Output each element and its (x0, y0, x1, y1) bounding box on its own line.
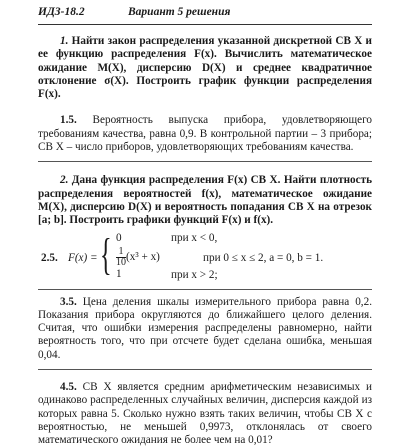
case-1-value: 0 (116, 231, 122, 244)
task-1-5-text: Вероятность выпуска прибора, удовлетворяющего требованиям качества, равна 0,9. В контрольной партии – 3 прибора; СВ X – число приборов, удовлетворяющих требованиям качества. (38, 114, 372, 154)
fraction-denominator: 10 (116, 256, 126, 268)
task-1-text: Найти закон распределения указанной дискретной СВ X и ее функцию распределения F(x). Вычислить математическое ожидание M(X), дисперсию D(X) и среднее квадратичное отклонение σ(X). Построить график функции распределения F(x). (38, 35, 372, 101)
case-2-expression: (x³ + x) (126, 250, 160, 263)
task-1-5-number: 1.5. (60, 114, 77, 127)
case-3-value: 1 (116, 267, 122, 280)
fraction-numerator: 1 (116, 247, 126, 258)
task-1-5 (38, 114, 372, 154)
case-2-condition: при 0 ≤ x ≤ 2, a = 0, b = 1. (203, 251, 324, 264)
header-rule (38, 24, 372, 25)
task-4-5 (38, 381, 372, 447)
header-variant: Вариант 5 решения (128, 6, 231, 18)
task-2-5-number: 2.5. (41, 251, 58, 264)
task-2-5-formula (38, 229, 372, 282)
page-header (38, 6, 372, 22)
task-4-5-text: СВ X является средним арифметическим независимых и одинаково распределенных случайных величин, дисперсия каждой из которых равна 5. Сколько нужно взять таких величин, чтобы СВ X с вероятностью, не меньшей 0,9973, отклонялась от своего математического ожидания не более чем на 0,01? (38, 381, 373, 447)
section-divider (38, 161, 372, 162)
task-3-5-text: Цена деления шкалы измерительного прибора равна 0,2. Показания прибора округляются до ближайшего целого деления. Считая, что ошибки измерения распределены равномерно, найти вероятность того, что при отсчете будет сделана ошибка, меньшая 0,04. (38, 295, 372, 361)
section-divider (38, 289, 372, 290)
fraction (116, 247, 126, 268)
task-2-text: Дана функция распределения F(x) СВ X. Найти плотность распределения вероятностей f(x), математическое ожидание M(X), дисперсию D(X) и вероятность попадания СВ X на отрезок [a; b]. Построить графики функций F(x) и f(x). (38, 174, 372, 227)
task-3-5-number: 3.5. (60, 295, 77, 308)
task-4-5-number: 4.5. (60, 381, 77, 394)
task-2 (38, 174, 372, 227)
section-divider (38, 369, 372, 370)
left-brace: { (100, 229, 112, 279)
document-page (38, 6, 372, 448)
task-2-number: 2. (60, 174, 69, 187)
task-1 (38, 35, 372, 101)
task-3-5 (38, 296, 372, 362)
case-2-value (116, 247, 160, 268)
formula-lhs: F(x) = (68, 251, 98, 264)
task-1-number: 1. (60, 35, 69, 47)
case-1-condition: при x < 0, (171, 231, 218, 244)
header-title: ИДЗ-18.2 (38, 6, 85, 18)
case-3-condition: при x > 2; (171, 268, 218, 281)
